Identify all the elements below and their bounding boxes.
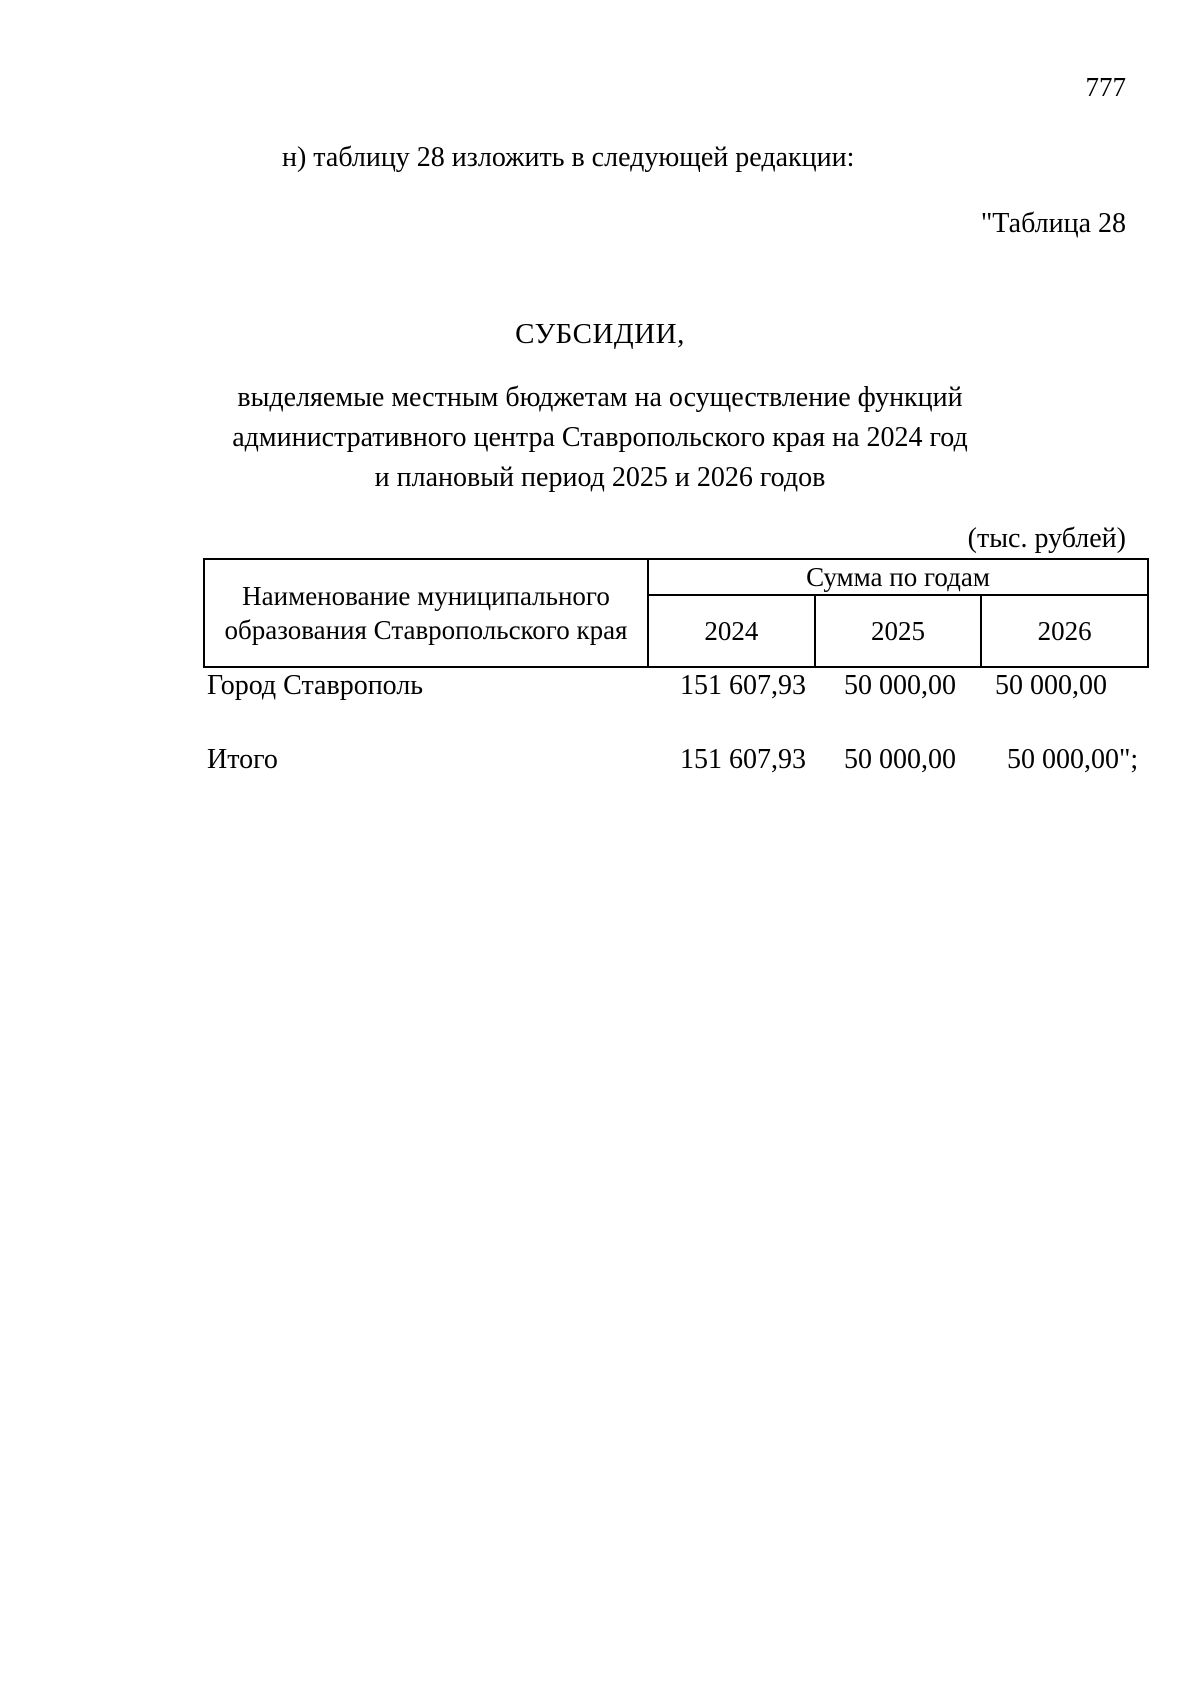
row-value-2024: 151 607,93 — [680, 744, 806, 775]
row-value-2024: 151 607,93 — [680, 670, 806, 701]
table-reference: "Таблица 28 — [980, 208, 1126, 239]
document-subtitle — [0, 378, 1200, 498]
subtitle-line: административного центра Ставропольского края на 2024 год — [232, 422, 968, 453]
subtitle-line: выделяемые местным бюджетам на осуществление функций — [237, 382, 963, 413]
header-year-2024: 2024 — [648, 595, 815, 667]
subtitle-line: и плановый период 2025 и 2026 годов — [374, 462, 826, 493]
header-year-2026: 2026 — [981, 595, 1148, 667]
row-name: Итого — [207, 744, 278, 775]
amendment-intro: н) таблицу 28 изложить в следующей редакции: — [282, 142, 855, 173]
row-value-2025: 50 000,00 — [844, 670, 956, 701]
row-value-2026: 50 000,00 — [995, 670, 1107, 701]
header-name-line: Наименование муниципального — [242, 581, 610, 611]
header-name-line: образования Ставропольского края — [224, 615, 628, 645]
header-sum-by-years: Сумма по годам — [648, 559, 1148, 595]
row-value-2026: 50 000,00"; — [1007, 744, 1139, 775]
row-value-2025: 50 000,00 — [844, 744, 956, 775]
row-name: Город Ставрополь — [207, 670, 424, 701]
header-municipality — [204, 559, 648, 667]
units-label: (тыс. рублей) — [967, 523, 1126, 554]
document-title: СУБСИДИИ, — [515, 318, 685, 350]
subsidies-table-header — [203, 558, 1149, 668]
header-year-2025: 2025 — [815, 595, 982, 667]
page-number: 777 — [1085, 72, 1126, 102]
